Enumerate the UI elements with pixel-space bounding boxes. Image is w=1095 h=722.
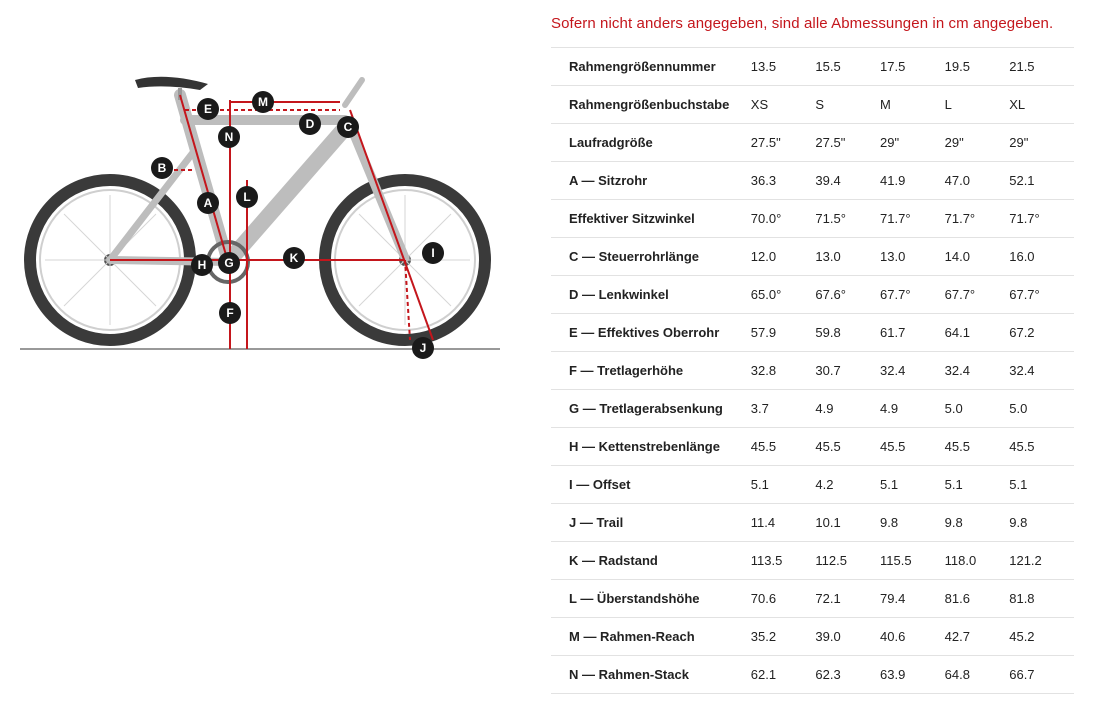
badge-F <box>219 302 241 324</box>
row-value: 5.1 <box>880 466 945 504</box>
row-value: 11.4 <box>751 504 816 542</box>
table-row <box>551 542 1074 580</box>
svg-text:C: C <box>343 120 353 134</box>
row-value: 17.5 <box>880 48 945 86</box>
row-value: 5.1 <box>1009 466 1074 504</box>
row-value: 61.7 <box>880 314 945 352</box>
row-label: G — Tretlagerabsenkung <box>551 390 751 428</box>
units-note: Sofern nicht anders angegeben, sind alle Abmessungen in cm angegeben. <box>551 15 1054 32</box>
row-label: M — Rahmen-Reach <box>551 618 751 656</box>
row-label: K — Radstand <box>551 542 751 580</box>
row-label: D — Lenkwinkel <box>551 276 751 314</box>
table-row <box>551 238 1074 276</box>
badge-C <box>337 116 359 138</box>
row-value: 29" <box>880 124 945 162</box>
row-label: I — Offset <box>551 466 751 504</box>
row-label: Laufradgröße <box>551 124 751 162</box>
table-row <box>551 656 1074 694</box>
row-value: 4.2 <box>815 466 880 504</box>
row-value: 45.5 <box>880 428 945 466</box>
row-value: 72.1 <box>815 580 880 618</box>
row-value: 57.9 <box>751 314 816 352</box>
row-value: 81.6 <box>945 580 1010 618</box>
svg-text:M: M <box>258 95 268 109</box>
row-value: 35.2 <box>751 618 816 656</box>
table-row <box>551 162 1074 200</box>
row-value: 5.0 <box>1009 390 1074 428</box>
row-value: 5.1 <box>945 466 1010 504</box>
badge-N <box>218 126 240 148</box>
row-value: 45.5 <box>751 428 816 466</box>
row-label: Rahmengrößennummer <box>551 48 751 86</box>
row-value: 71.5° <box>815 200 880 238</box>
row-value: 13.0 <box>815 238 880 276</box>
row-value: XL <box>1009 86 1074 124</box>
badge-A <box>197 192 219 214</box>
row-value: 9.8 <box>1009 504 1074 542</box>
badge-L <box>236 186 258 208</box>
row-label: C — Steuerrohrlänge <box>551 238 751 276</box>
row-value: 121.2 <box>1009 542 1074 580</box>
row-value: 32.4 <box>945 352 1010 390</box>
saddle <box>135 77 208 90</box>
row-value: 81.8 <box>1009 580 1074 618</box>
row-value: 13.5 <box>751 48 816 86</box>
badge-J <box>412 337 434 359</box>
svg-text:H: H <box>197 258 207 272</box>
row-value: 45.5 <box>815 428 880 466</box>
table-row <box>551 580 1074 618</box>
table-row <box>551 48 1074 86</box>
row-value: 42.7 <box>945 618 1010 656</box>
badge-I <box>422 242 444 264</box>
row-value: 64.8 <box>945 656 1010 694</box>
row-value: 70.0° <box>751 200 816 238</box>
row-value: 4.9 <box>815 390 880 428</box>
row-value: 62.1 <box>751 656 816 694</box>
row-value: 36.3 <box>751 162 816 200</box>
row-value: 79.4 <box>880 580 945 618</box>
row-value: 118.0 <box>945 542 1010 580</box>
row-value: S <box>815 86 880 124</box>
table-row <box>551 390 1074 428</box>
row-value: 62.3 <box>815 656 880 694</box>
badge-G <box>218 252 240 274</box>
row-value: 67.7° <box>880 276 945 314</box>
row-value: 4.9 <box>880 390 945 428</box>
row-value: 32.4 <box>880 352 945 390</box>
row-value: 21.5 <box>1009 48 1074 86</box>
row-value: 59.8 <box>815 314 880 352</box>
row-value: 67.7° <box>1009 276 1074 314</box>
row-value: 115.5 <box>880 542 945 580</box>
row-value: 39.0 <box>815 618 880 656</box>
row-value: 13.0 <box>880 238 945 276</box>
row-value: 40.6 <box>880 618 945 656</box>
row-label: H — Kettenstrebenlänge <box>551 428 751 466</box>
row-value: 29" <box>1009 124 1074 162</box>
row-value: 12.0 <box>751 238 816 276</box>
badge-B <box>151 157 173 179</box>
table-row <box>551 466 1074 504</box>
row-value: M <box>880 86 945 124</box>
row-label: L — Überstandshöhe <box>551 580 751 618</box>
table-row <box>551 618 1074 656</box>
row-value: 47.0 <box>945 162 1010 200</box>
row-value: 19.5 <box>945 48 1010 86</box>
row-value: 112.5 <box>815 542 880 580</box>
row-value: 64.1 <box>945 314 1010 352</box>
row-value: 5.1 <box>751 466 816 504</box>
row-value: 71.7° <box>880 200 945 238</box>
table-row <box>551 200 1074 238</box>
row-value: 27.5" <box>815 124 880 162</box>
table-row <box>551 276 1074 314</box>
svg-text:I: I <box>431 246 435 260</box>
badge-E <box>197 98 219 120</box>
row-value: 10.1 <box>815 504 880 542</box>
row-label: F — Tretlagerhöhe <box>551 352 751 390</box>
svg-text:F: F <box>226 306 234 320</box>
row-value: 63.9 <box>880 656 945 694</box>
row-label: A — Sitzrohr <box>551 162 751 200</box>
table-row <box>551 352 1074 390</box>
row-label: N — Rahmen-Stack <box>551 656 751 694</box>
geometry-table <box>551 47 1074 694</box>
row-value: 71.7° <box>1009 200 1074 238</box>
row-value: 41.9 <box>880 162 945 200</box>
row-value: 3.7 <box>751 390 816 428</box>
badge-D <box>299 113 321 135</box>
row-value: 45.5 <box>1009 428 1074 466</box>
row-value: 52.1 <box>1009 162 1074 200</box>
row-value: 15.5 <box>815 48 880 86</box>
row-value: 32.4 <box>1009 352 1074 390</box>
row-label: J — Trail <box>551 504 751 542</box>
row-value: 39.4 <box>815 162 880 200</box>
row-value: 9.8 <box>880 504 945 542</box>
row-label: Effektiver Sitzwinkel <box>551 200 751 238</box>
row-label: E — Effektives Oberrohr <box>551 314 751 352</box>
svg-text:B: B <box>157 161 167 175</box>
table-row <box>551 504 1074 542</box>
row-value: 65.0° <box>751 276 816 314</box>
svg-text:G: G <box>224 256 234 270</box>
row-value: 67.6° <box>815 276 880 314</box>
table-row <box>551 86 1074 124</box>
row-value: 27.5" <box>751 124 816 162</box>
row-value: 14.0 <box>945 238 1010 276</box>
table-row <box>551 314 1074 352</box>
row-value: XS <box>751 86 816 124</box>
badge-M <box>252 91 274 113</box>
row-value: 67.2 <box>1009 314 1074 352</box>
row-value: L <box>945 86 1010 124</box>
row-value: 29" <box>945 124 1010 162</box>
row-value: 70.6 <box>751 580 816 618</box>
svg-text:J: J <box>419 341 427 355</box>
svg-text:K: K <box>289 251 299 265</box>
row-value: 71.7° <box>945 200 1010 238</box>
svg-text:D: D <box>305 117 315 131</box>
row-value: 66.7 <box>1009 656 1074 694</box>
table-row <box>551 124 1074 162</box>
row-value: 5.0 <box>945 390 1010 428</box>
row-label: Rahmengrößenbuchstabe <box>551 86 751 124</box>
badge-K <box>283 247 305 269</box>
svg-text:A: A <box>203 196 213 210</box>
row-value: 113.5 <box>751 542 816 580</box>
row-value: 45.2 <box>1009 618 1074 656</box>
svg-text:L: L <box>243 190 251 204</box>
row-value: 30.7 <box>815 352 880 390</box>
svg-text:N: N <box>224 130 234 144</box>
row-value: 45.5 <box>945 428 1010 466</box>
bike-geometry-diagram <box>0 60 520 380</box>
row-value: 9.8 <box>945 504 1010 542</box>
svg-text:E: E <box>203 102 213 116</box>
row-value: 32.8 <box>751 352 816 390</box>
badge-H <box>191 254 213 276</box>
table-row <box>551 428 1074 466</box>
row-value: 16.0 <box>1009 238 1074 276</box>
row-value: 67.7° <box>945 276 1010 314</box>
